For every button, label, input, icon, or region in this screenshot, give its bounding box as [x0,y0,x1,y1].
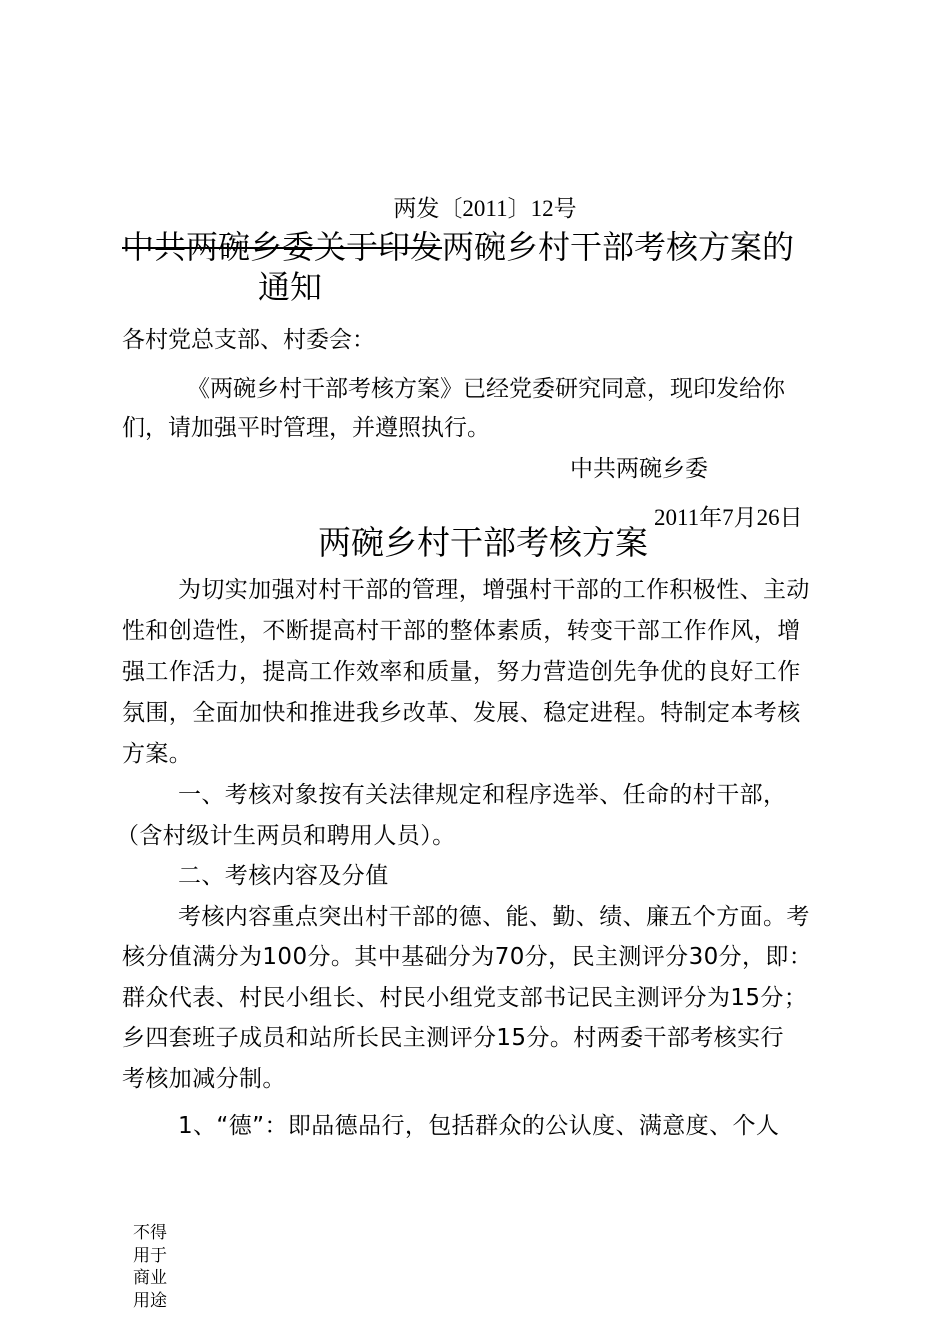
signature-date: 2011年7月26日 [654,505,803,530]
body-line: 性和创造性，不断提高村干部的整体素质，转变干部工作作风，增 [122,618,801,644]
body-line: 强工作活力，提高工作效率和质量，努力营造创先争优的良好工作 [122,659,801,685]
document-number: 两发〔2011〕12号 [393,196,577,221]
body-line: 核分值满分为100分。其中基础分为70分，民主测评分30分，即： [122,944,813,970]
body-line: 为切实加强对村干部的管理，增强村干部的工作积极性、主动 [178,577,810,603]
body-line: 一、考核对象按有关法律规定和程序选举、任命的村干部， [178,782,787,808]
notice-title [122,222,794,268]
body-line: 氛围，全面加快和推进我乡改革、发展、稳定进程。特制定本考核 [122,700,801,726]
section-heading: 二、考核内容及分值 [178,863,389,889]
body-line: 考核内容重点突出村干部的德、能、勤、绩、廉五个方面。考 [178,904,810,930]
salutation: 各村党总支部、村委会： [122,327,375,353]
notice-title-line2: 通知 [258,268,323,306]
plan-title: 两碗乡村干部考核方案 [318,523,648,562]
notice-body-line: 《两碗乡村干部考核方案》已经党委研究同意，现印发给你 [187,376,785,402]
body-line: （含村级计生两员和聘用人员）。 [116,823,456,849]
footer-watermark-text: 不得用于商业用途 [133,1223,167,1311]
notice-title-struck-part: 中共两碗乡委关于印发 [122,228,443,266]
body-line: 方案。 [122,741,193,767]
body-line: 乡四套班子成员和站所长民主测评分15分。村两委干部考核实行 [122,1025,784,1051]
body-line: 考核加减分制。 [122,1066,286,1092]
body-line: 群众代表、村民小组长、村民小组党支部书记民主测评分为15分； [122,985,808,1011]
body-line: 1、“德”：即品德品行，包括群众的公认度、满意度、个人 [178,1113,780,1139]
notice-title-rest: 两碗乡村干部考核方案的 [442,228,795,266]
notice-body-line: 们，请加强平时管理，并遵照执行。 [122,415,490,441]
signature-org: 中共两碗乡委 [570,456,708,482]
